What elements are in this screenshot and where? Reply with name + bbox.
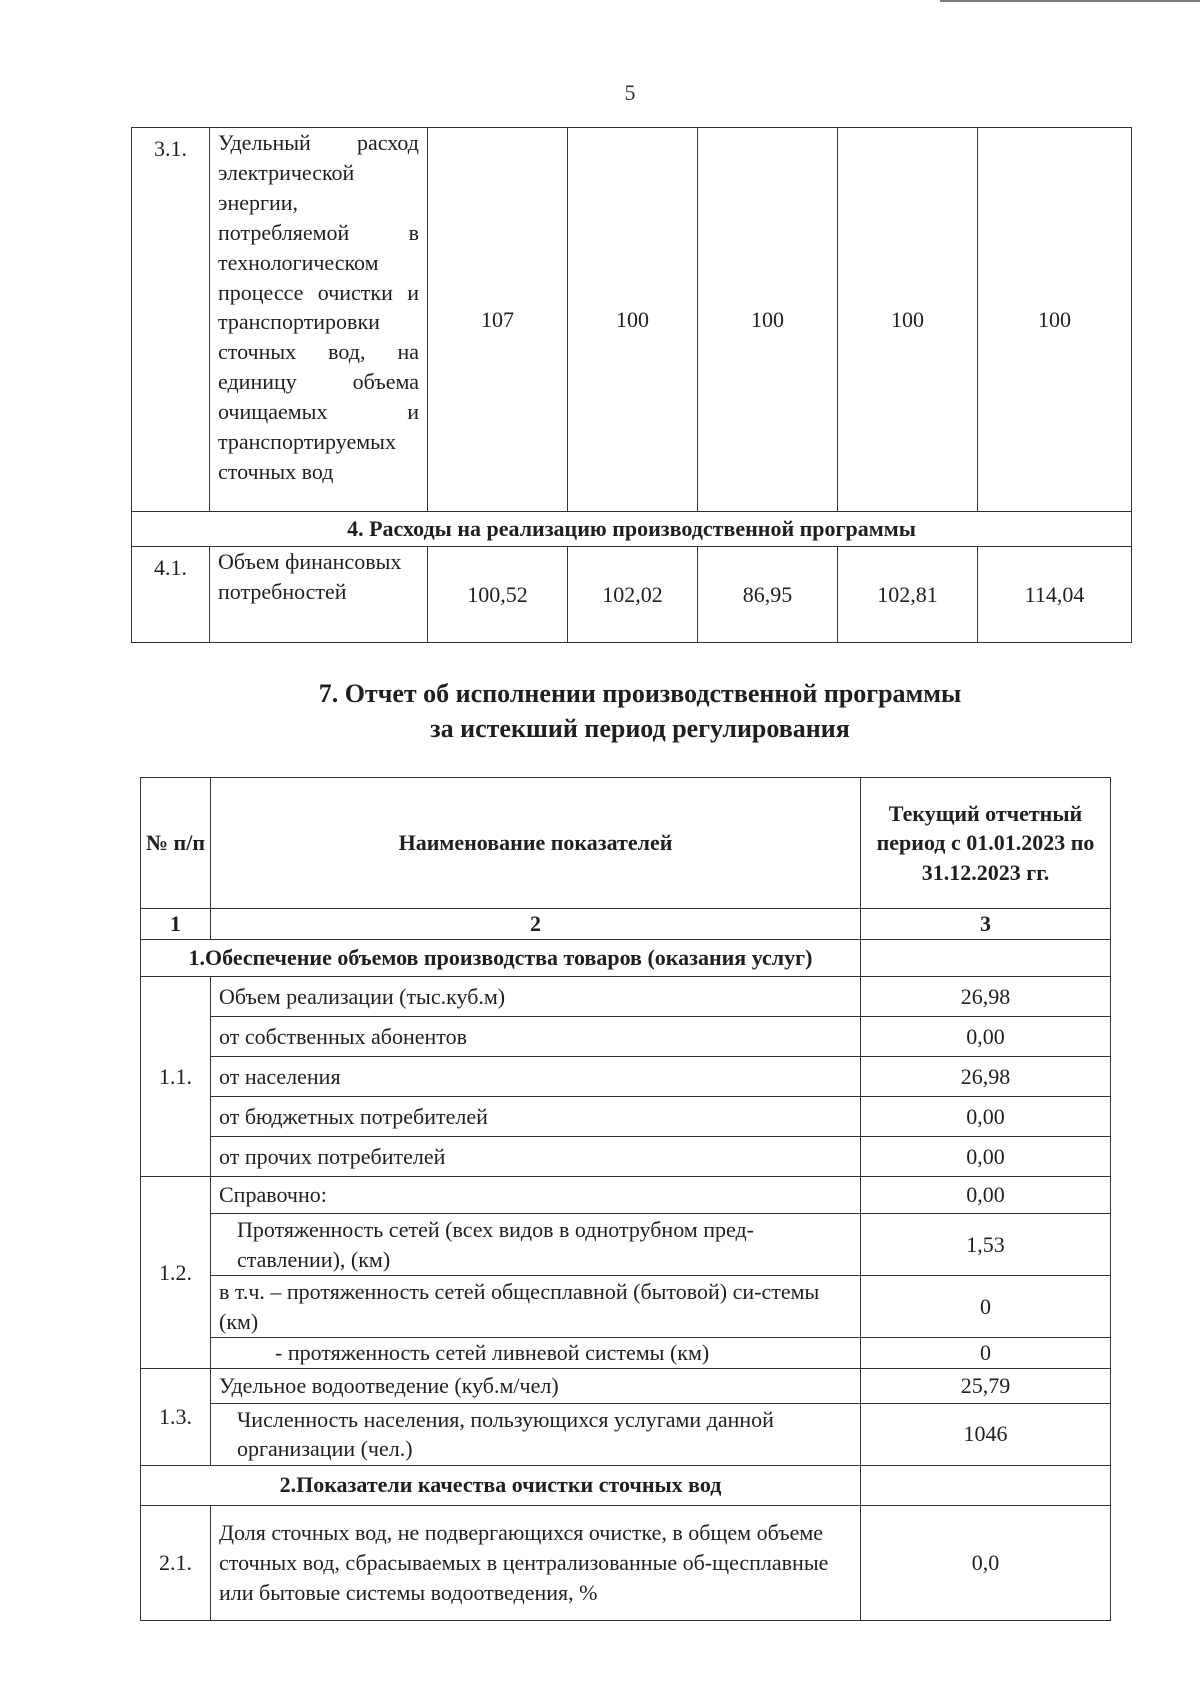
row-number: 3.1. — [132, 128, 210, 512]
table-row — [141, 1368, 1111, 1403]
indicator-name: Справочно: — [211, 1177, 861, 1214]
value-cell: 0,00 — [861, 1137, 1111, 1177]
section-row — [132, 512, 1132, 547]
section-row — [141, 940, 1111, 977]
heading-line-2: за истекший период регулирования — [430, 714, 850, 744]
column-number: 3 — [861, 909, 1111, 940]
table-row — [132, 547, 1132, 643]
value-cell: 86,95 — [698, 547, 838, 643]
row-number: 2.1. — [141, 1505, 211, 1620]
indicator-name: Протяженность сетей (всех видов в однотрубном пред-ставлении), (км) — [211, 1214, 861, 1276]
value-cell: 25,79 — [861, 1368, 1111, 1403]
row-number: 1.3. — [141, 1368, 211, 1465]
heading-line-1: 7. Отчет об исполнении производственной программы — [318, 679, 962, 708]
page-number: 5 — [624, 80, 636, 105]
value-cell: 0,0 — [861, 1505, 1111, 1620]
table-row — [141, 1097, 1111, 1137]
indicator-name: - протяженность сетей ливневой системы (км) — [211, 1338, 861, 1369]
value-cell: 107 — [428, 128, 568, 512]
column-numbers-row — [141, 909, 1111, 940]
value-cell: 26,98 — [861, 1057, 1111, 1097]
indicator-name: Объем финансовых потребностей — [210, 547, 428, 643]
value-cell: 102,02 — [568, 547, 698, 643]
report-table — [140, 777, 1111, 1621]
value-cell: 100 — [698, 128, 838, 512]
value-cell: 0,00 — [861, 1097, 1111, 1137]
top-edge-line — [940, 0, 1200, 2]
indicator-name: Удельный расход электрической энергии, потребляемой в технологическом процессе очистки и транспортировки сточных вод, на единицу объема очищаемых и транспортируемых сточных вод — [210, 128, 428, 512]
table-row — [141, 1057, 1111, 1097]
table-row — [141, 1137, 1111, 1177]
empty-cell — [861, 1465, 1111, 1505]
header-period: Текущий отчетный период с 01.01.2023 по 31.12.2023 гг. — [861, 778, 1111, 909]
indicator-name: Доля сточных вод, не подвергающихся очистке, в общем объеме сточных вод, сбрасываемых в централизованные об-щесплавные или бытовые системы водоотведения, % — [211, 1505, 861, 1620]
table-row — [141, 1017, 1111, 1057]
table-row — [141, 1214, 1111, 1276]
header-name: Наименование показателей — [211, 778, 861, 909]
table-row — [141, 1338, 1111, 1369]
table-row — [141, 1505, 1111, 1620]
indicator-name: в т.ч. – протяженность сетей общесплавной (бытовой) си-стемы (км) — [211, 1276, 861, 1338]
section-title: 1.Обеспечение объемов производства товаров (оказания услуг) — [141, 940, 861, 977]
column-number: 1 — [141, 909, 211, 940]
indicator-name: от прочих потребителей — [211, 1137, 861, 1177]
value-cell: 0,00 — [861, 1017, 1111, 1057]
value-cell: 100 — [838, 128, 978, 512]
row-number: 1.2. — [141, 1177, 211, 1369]
indicator-name: Численность населения, пользующихся услугами данной организации (чел.) — [211, 1403, 861, 1465]
value-cell: 100 — [568, 128, 698, 512]
section-title: 4. Расходы на реализацию производственной программы — [132, 512, 1132, 547]
value-cell: 114,04 — [978, 547, 1132, 643]
empty-cell — [861, 940, 1111, 977]
value-cell: 0,00 — [861, 1177, 1111, 1214]
section-title: 2.Показатели качества очистки сточных вод — [141, 1465, 861, 1505]
table-row — [141, 977, 1111, 1017]
table-row — [132, 128, 1132, 512]
value-cell: 0 — [861, 1338, 1111, 1369]
indicator-name: Удельное водоотведение (куб.м/чел) — [211, 1368, 861, 1403]
row-number: 4.1. — [132, 547, 210, 643]
column-number: 2 — [211, 909, 861, 940]
indicator-name: от населения — [211, 1057, 861, 1097]
value-cell: 102,81 — [838, 547, 978, 643]
value-cell: 26,98 — [861, 977, 1111, 1017]
value-cell: 0 — [861, 1276, 1111, 1338]
value-cell: 100 — [978, 128, 1132, 512]
section-row — [141, 1465, 1111, 1505]
table-row — [141, 1177, 1111, 1214]
header-number: № п/п — [141, 778, 211, 909]
indicator-name: от бюджетных потребителей — [211, 1097, 861, 1137]
section-heading — [140, 676, 1140, 747]
indicator-name: от собственных абонентов — [211, 1017, 861, 1057]
table-row — [141, 1403, 1111, 1465]
header-row — [141, 778, 1111, 909]
value-cell: 1046 — [861, 1403, 1111, 1465]
indicators-table-continued — [131, 127, 1132, 643]
value-cell: 100,52 — [428, 547, 568, 643]
value-cell: 1,53 — [861, 1214, 1111, 1276]
row-number: 1.1. — [141, 977, 211, 1177]
indicator-name: Объем реализации (тыс.куб.м) — [211, 977, 861, 1017]
table-row — [141, 1276, 1111, 1338]
